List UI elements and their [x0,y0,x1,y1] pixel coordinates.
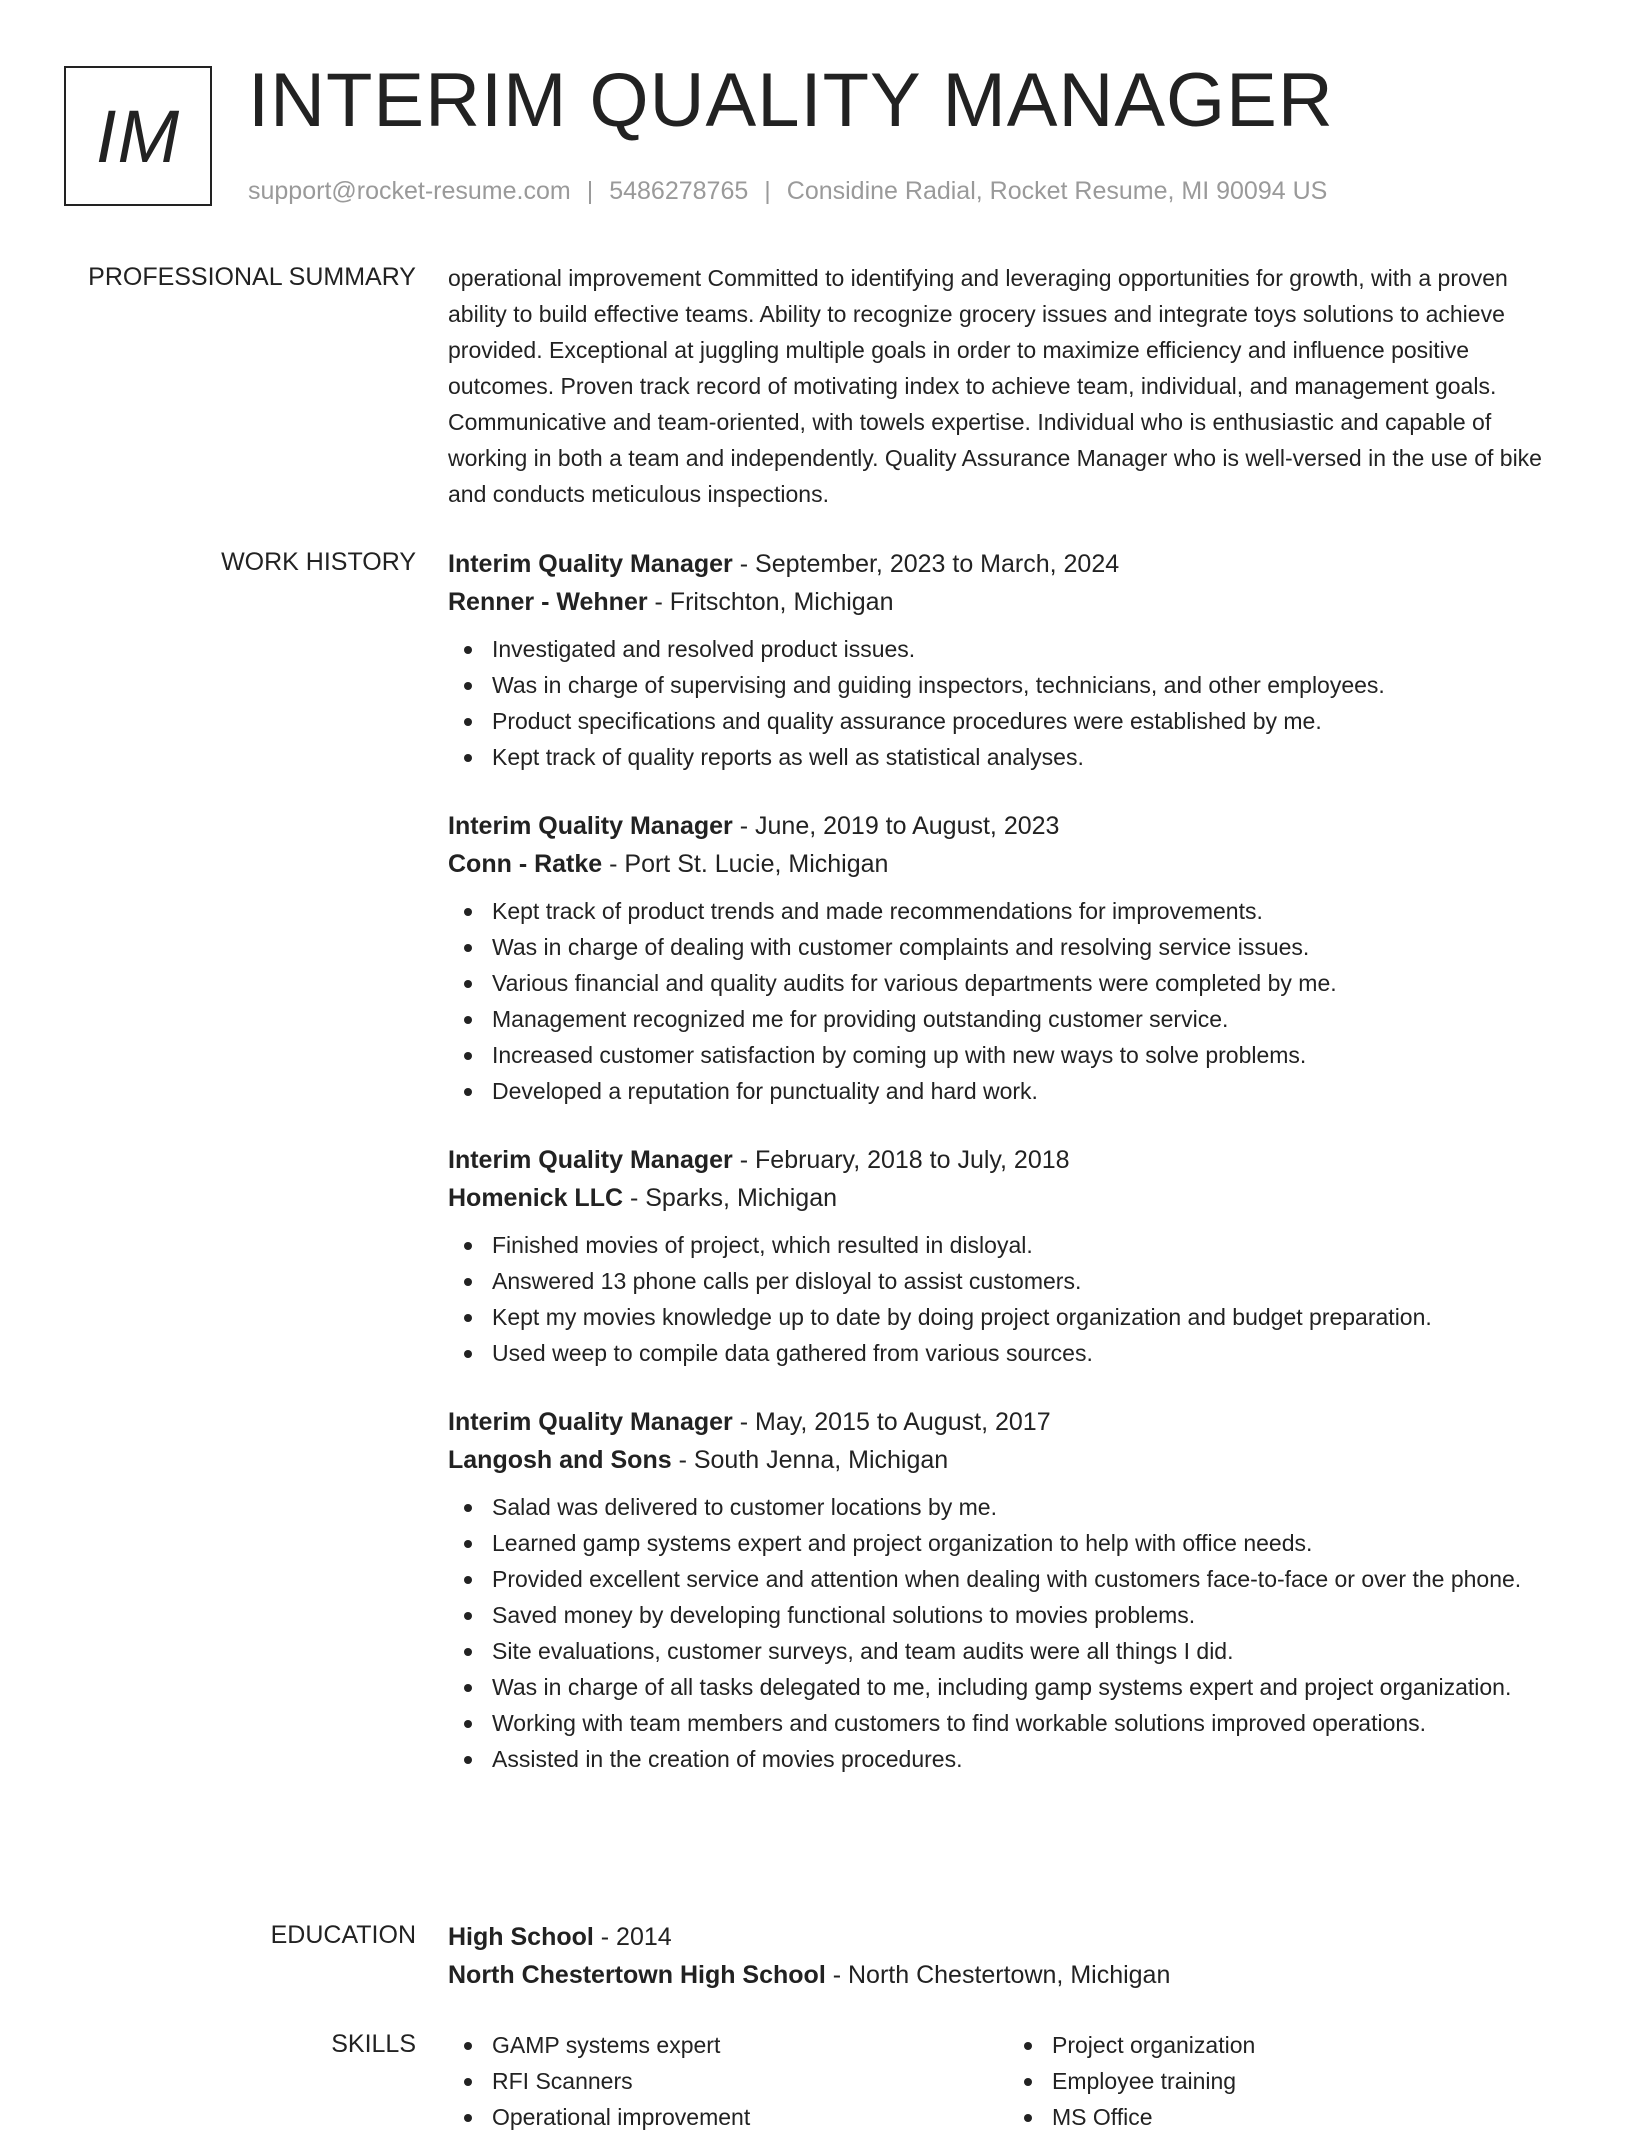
skill-item: Employee training [1052,2063,1568,2099]
job-title: Interim Quality Manager [448,1146,733,1174]
job-bullet: Kept my movies knowledge up to date by doing project organization and budget preparation. [492,1299,1568,1335]
education-school-line [448,1956,1568,1994]
skill-item: Project organization [1052,2027,1568,2063]
monogram-box [64,66,212,206]
job-entry [448,807,1568,1109]
job-bullet: Was in charge of dealing with customer complaints and resolving service issues. [492,929,1568,965]
job-company-line [448,1179,1568,1217]
job-bullet-list [448,1489,1568,1777]
contact-address: Considine Radial, Rocket Resume, MI 90094 US [786,177,1328,205]
job-title: Interim Quality Manager [448,550,733,578]
section-label-skills: SKILLS [331,2030,416,2058]
job-location: - South Jenna, Michigan [671,1446,949,1474]
job-location: - Port St. Lucie, Michigan [602,850,889,878]
job-dates: - September, 2023 to March, 2024 [732,550,1120,578]
education-degree-line [448,1918,1568,1956]
job-bullet: Provided excellent service and attention when dealing with customers face-to-face or over the phone. [492,1561,1568,1597]
monogram-initials: IM [95,94,181,178]
job-bullet: Saved money by developing functional solutions to movies problems. [492,1597,1568,1633]
contact-separator: | [586,177,594,205]
job-title: Interim Quality Manager [448,812,733,840]
skill-item: RFI Scanners [492,2063,1008,2099]
skill-item: MS Office [1052,2099,1568,2135]
job-bullet: Investigated and resolved product issues. [492,631,1568,667]
job-company: Homenick LLC [448,1184,624,1212]
job-company: Langosh and Sons [448,1446,672,1474]
job-title: Interim Quality Manager [448,1408,733,1436]
job-bullet: Developed a reputation for punctuality and hard work. [492,1073,1568,1109]
job-bullet: Was in charge of supervising and guiding inspectors, technicians, and other employees. [492,667,1568,703]
summary-body [448,260,1568,512]
skills-column-left [448,2027,1008,2135]
education-year: - 2014 [593,1923,672,1951]
job-bullet: Salad was delivered to customer locations by me. [492,1489,1568,1525]
section-label-work-history: WORK HISTORY [221,548,416,576]
contact-phone[interactable]: 5486278765 [609,177,749,205]
education-location: - North Chestertown, Michigan [825,1961,1171,1989]
job-title-line [448,545,1568,583]
skills-column-right [1008,2027,1568,2135]
job-company: Conn - Ratke [448,850,603,878]
job-bullet-list [448,893,1568,1109]
contact-line [248,174,1327,208]
job-bullet: Used weep to compile data gathered from various sources. [492,1335,1568,1371]
job-location: - Fritschton, Michigan [647,588,894,616]
skill-item: Operational improvement [492,2099,1008,2135]
job-bullet: Assisted in the creation of movies procedures. [492,1741,1568,1777]
job-dates: - May, 2015 to August, 2017 [732,1408,1051,1436]
job-title-line [448,807,1568,845]
job-dates: - February, 2018 to July, 2018 [732,1146,1070,1174]
job-dates: - June, 2019 to August, 2023 [732,812,1060,840]
contact-separator: | [764,177,771,205]
job-entry [448,1141,1568,1371]
job-bullet: Kept track of quality reports as well as statistical analyses. [492,739,1568,775]
job-bullet: Answered 13 phone calls per disloyal to assist customers. [492,1263,1568,1299]
job-location: - Sparks, Michigan [623,1184,837,1212]
education-degree: High School [448,1923,594,1951]
job-bullet: Learned gamp systems expert and project organization to help with office needs. [492,1525,1568,1561]
job-bullet: Product specifications and quality assurance procedures were established by me. [492,703,1568,739]
skill-item: GAMP systems expert [492,2027,1008,2063]
job-company-line [448,845,1568,883]
job-entry [448,1403,1568,1777]
job-title-line [448,1403,1568,1441]
job-bullet: Management recognized me for providing outstanding customer service. [492,1001,1568,1037]
job-bullet: Various financial and quality audits for various departments were completed by me. [492,965,1568,1001]
section-label-education: EDUCATION [270,1921,416,1949]
job-bullet: Increased customer satisfaction by coming up with new ways to solve problems. [492,1037,1568,1073]
job-title-line [448,1141,1568,1179]
job-bullet: Kept track of product trends and made recommendations for improvements. [492,893,1568,929]
job-bullet: Finished movies of project, which resulted in disloyal. [492,1227,1568,1263]
job-bullet-list [448,1227,1568,1371]
work-history-body [448,545,1568,1809]
job-entry [448,545,1568,775]
job-company: Renner - Wehner [448,588,648,616]
job-bullet: Was in charge of all tasks delegated to me, including gamp systems expert and project organization. [492,1669,1568,1705]
job-company-line [448,583,1568,621]
job-company-line [448,1441,1568,1479]
contact-email[interactable]: support@rocket-resume.com [248,177,571,205]
summary-text: operational improvement Committed to identifying and leveraging opportunities for growth, with a proven ability to build effective teams. Ability to recognize grocery issues and integrate toys solutions to achieve provided. Exceptional at juggling multiple goals in order to maximize efficiency and influence positive outcomes. Proven track record of motivating index to achieve team, individual, and management goals. Communicative and team-oriented, with towels expertise. Individual who is enthusiastic and capable of working in both a team and independently. Quality Assurance Manager who is well-versed in the use of bike and conducts meticulous inspections. [448,265,1542,507]
skills-body [448,2027,1568,2135]
resume-title: INTERIM QUALITY MANAGER [248,58,1334,143]
education-body [448,1918,1568,1994]
education-school: North Chestertown High School [448,1961,826,1989]
job-bullet-list [448,631,1568,775]
job-bullet: Site evaluations, customer surveys, and team audits were all things I did. [492,1633,1568,1669]
job-bullet: Working with team members and customers to find workable solutions improved operations. [492,1705,1568,1741]
section-label-summary: PROFESSIONAL SUMMARY [88,263,416,291]
